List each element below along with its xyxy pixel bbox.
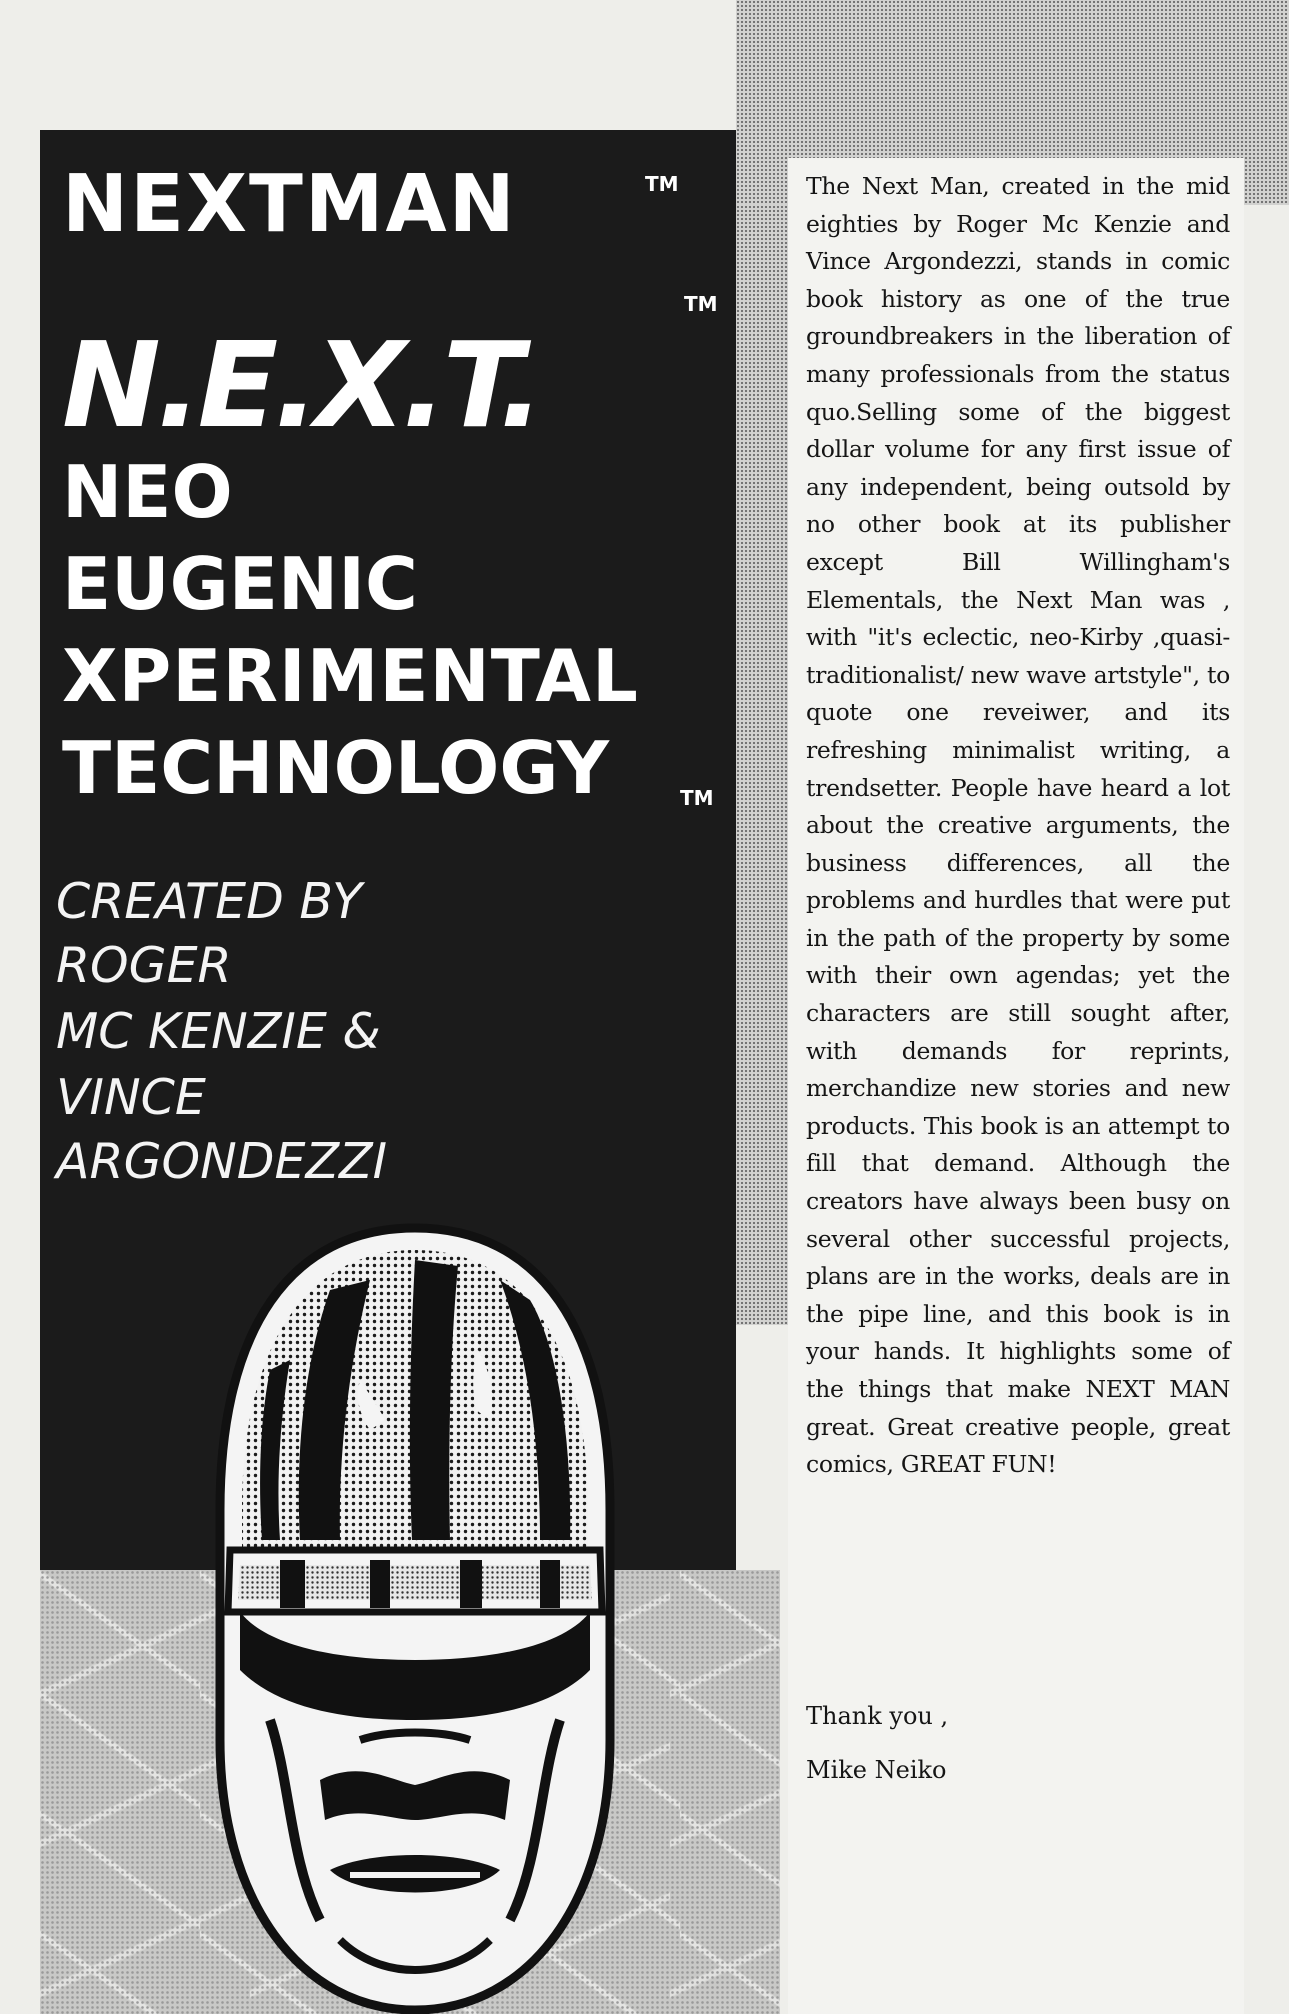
credit-line-2: ROGER (56, 937, 232, 994)
closing-line: Thank you , (806, 1702, 949, 1730)
technology-trademark: TM (680, 786, 714, 810)
credit-line-5: ARGONDEZZI (56, 1133, 388, 1190)
credit-line-1: CREATED BY (56, 873, 363, 930)
credit-line-3: MC KENZIE & (56, 1003, 381, 1060)
halftone-panel-side (736, 205, 788, 1325)
brand-title: NEXTMAN (62, 158, 517, 250)
neo-line: NEO (62, 450, 233, 534)
nextman-head-illustration (210, 1220, 620, 2014)
xperimental-line: XPERIMENTAL (62, 634, 639, 718)
brand-trademark: TM (645, 172, 679, 196)
signature: Mike Neiko (806, 1756, 947, 1784)
acronym-trademark: TM (684, 292, 718, 316)
technology-line: TECHNOLOGY (62, 726, 610, 810)
eugenic-line: EUGENIC (62, 542, 418, 626)
acronym-title: N.E.X.T. (62, 316, 541, 454)
credit-line-4: VINCE (56, 1069, 206, 1126)
article-body: The Next Man, created in the mid eighties by Roger Mc Kenzie and Vince Argondezzi, stands in comic book history as one of the true groundbreakers in the liberation of many professionals from the status quo.Selling some of the biggest dollar volume for any first issue of any independent, being outsold by no other book at its publisher except Bill Willingham's Elementals, the Next Man was , with "it's eclectic, neo-Kirby ,quasi-traditionalist/ new wave artstyle", to quote one reveiwer, and its refreshing minimalist writing, a trendsetter. People have heard a lot about the creative arguments, the business differences, all the problems and hurdles that were put in the path of the property by some with their own agendas; yet the characters are still sought after, with demands for reprints, merchandize new stories and new products. This book is an attempt to fill that demand. Although the creators have always been busy on several other successful projects, plans are in the works, deals are in the pipe line, and this book is in your hands. It highlights some of the things that make NEXT MAN great. Great creative people, great comics, GREAT FUN! (806, 172, 1230, 1479)
